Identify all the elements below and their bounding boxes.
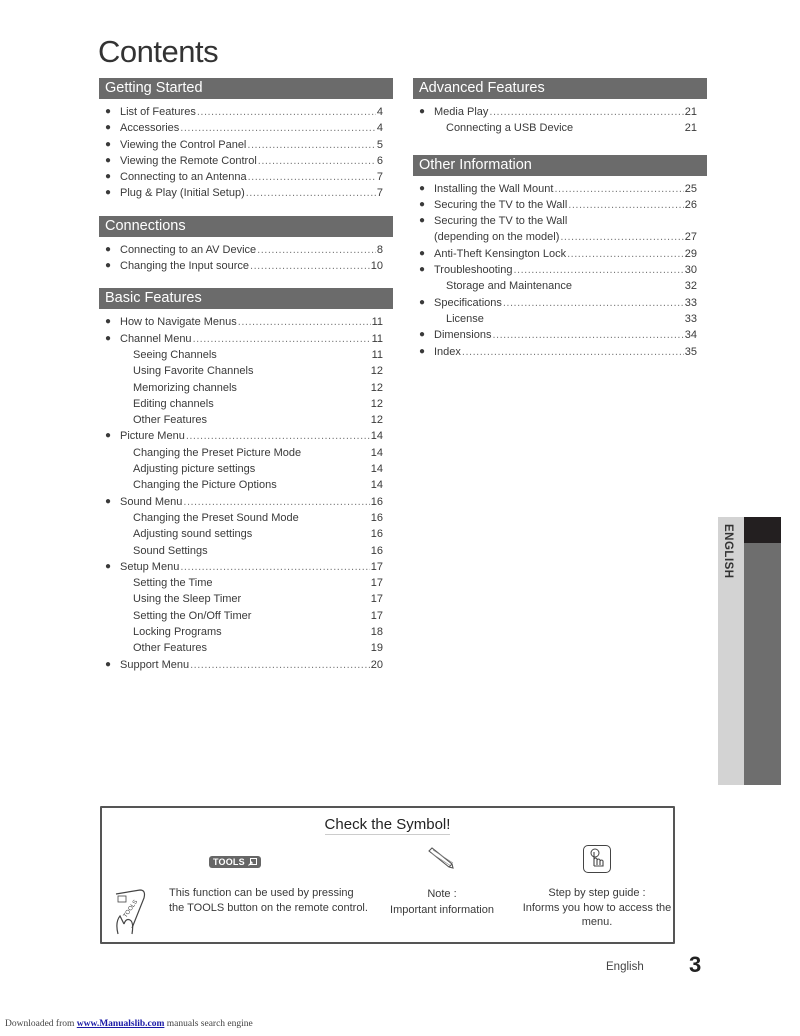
- entry-label: Setup Menu: [120, 560, 180, 573]
- section-getting-started: [99, 78, 393, 202]
- toc-subentry[interactable]: [99, 396, 393, 412]
- entry-label: Using Favorite Channels: [133, 365, 254, 378]
- entry-label: Connecting to an Antenna: [120, 171, 247, 184]
- entry-page: 14: [370, 446, 383, 459]
- entry-page: 27: [684, 231, 697, 244]
- section-advanced-features: [413, 78, 707, 137]
- entry-label: Other Features: [133, 642, 207, 655]
- entry-label: Viewing the Control Panel: [120, 138, 247, 151]
- entry-label: Channel Menu: [120, 332, 192, 345]
- toc-subentry[interactable]: [99, 624, 393, 640]
- bullet-icon: ●: [105, 430, 112, 442]
- toc-subentry[interactable]: [99, 591, 393, 607]
- toc-entry[interactable]: [99, 120, 393, 136]
- guide-title: Step by step guide :: [548, 887, 646, 899]
- entry-page: 29: [684, 247, 697, 260]
- entry-page: 21: [684, 106, 697, 118]
- entry-page: 11: [371, 332, 383, 345]
- entry-label: Other Features: [133, 414, 207, 427]
- bullet-icon: ●: [105, 260, 112, 272]
- entry-page: 18: [370, 626, 383, 639]
- toc-entry[interactable]: [413, 295, 707, 311]
- toc-subentry[interactable]: [99, 543, 393, 559]
- leader-dots: [492, 327, 683, 343]
- entry-label: Picture Menu: [120, 430, 185, 443]
- entry-label: Connecting to an AV Device: [120, 243, 257, 256]
- page-number: 3: [689, 952, 702, 977]
- entry-page: 5: [376, 138, 383, 151]
- toc-entry[interactable]: [99, 185, 393, 201]
- toc-entry[interactable]: [413, 344, 707, 360]
- finger-press-icon: [583, 845, 611, 873]
- toc-subentry[interactable]: [99, 363, 393, 379]
- entry-page: 10: [370, 260, 383, 273]
- entry-page: 6: [376, 154, 383, 167]
- entry-page: 12: [370, 414, 383, 427]
- section-header: Advanced Features: [413, 78, 707, 99]
- note-title: Note :: [427, 888, 457, 900]
- entry-label: Changing the Preset Picture Mode: [133, 446, 302, 459]
- toc-entry[interactable]: [99, 153, 393, 169]
- leader-dots: [250, 258, 370, 274]
- entry-label: Setting the Time: [133, 577, 213, 590]
- entry-row-continued: [434, 229, 697, 245]
- entry-label: Securing the TV to the Wall: [434, 198, 568, 211]
- toc-entry[interactable]: [413, 197, 707, 213]
- entry-label: List of Features: [120, 106, 196, 118]
- entry-page: 4: [376, 122, 383, 135]
- language-tab-marker: [744, 517, 781, 543]
- tools-menu-icon: [248, 858, 257, 866]
- toc-entry[interactable]: [99, 494, 393, 510]
- bullet-icon: ●: [419, 247, 426, 259]
- svg-text:TOOLS: TOOLS: [122, 899, 140, 920]
- entry-page: 12: [370, 397, 383, 410]
- toc-entry[interactable]: [99, 258, 393, 274]
- entry-label: Setting the On/Off Timer: [133, 609, 252, 622]
- entry-label: Accessories: [120, 122, 180, 135]
- finger-press-glyph: [584, 846, 609, 871]
- bullet-icon: ●: [105, 658, 112, 670]
- entry-page: 7: [376, 187, 383, 200]
- toc-entry[interactable]: [99, 331, 393, 347]
- toc-left-column: [99, 78, 393, 687]
- tools-badge-label: TOOLS: [213, 857, 245, 867]
- entry-page: 14: [370, 463, 383, 476]
- toc-entry[interactable]: [99, 169, 393, 185]
- bullet-icon: ●: [419, 329, 426, 341]
- toc-entry[interactable]: [99, 104, 393, 120]
- leader-dots: [183, 494, 369, 510]
- leader-dots: [180, 120, 376, 136]
- toc-entry[interactable]: [99, 559, 393, 575]
- toc-subentry[interactable]: [99, 526, 393, 542]
- entry-label: Specifications: [434, 296, 502, 309]
- leader-dots: [257, 242, 376, 258]
- section-header: Basic Features: [99, 288, 393, 309]
- bullet-icon: ●: [105, 243, 112, 255]
- toc-subentry[interactable]: [99, 640, 393, 656]
- leader-dots: [193, 331, 371, 347]
- leader-dots: [238, 314, 371, 330]
- bullet-icon: ●: [105, 316, 112, 328]
- page-title: Contents: [98, 34, 219, 69]
- entry-page: 14: [370, 430, 383, 443]
- entry-label: Adjusting picture settings: [133, 463, 256, 476]
- bullet-icon: ●: [419, 106, 426, 117]
- entry-page: 17: [370, 560, 383, 573]
- leader-dots: [248, 169, 376, 185]
- leader-dots: [567, 246, 684, 262]
- entry-label: Changing the Input source: [120, 260, 250, 273]
- remote-hand-icon: [112, 888, 152, 938]
- bullet-icon: ●: [105, 187, 112, 199]
- download-note: [5, 1019, 253, 1029]
- entry-page: 32: [684, 280, 697, 293]
- entry-label: Adjusting sound settings: [133, 528, 253, 541]
- guide-text: Informs you how to access the menu.: [522, 901, 672, 928]
- toc-subentry[interactable]: [413, 311, 707, 327]
- tools-badge: [209, 856, 261, 868]
- guide-description: [522, 886, 672, 930]
- entry-label: Using the Sleep Timer: [133, 593, 242, 606]
- toc-entry[interactable]: [413, 181, 707, 197]
- bullet-icon: ●: [419, 198, 426, 210]
- toc-right-column: [413, 78, 707, 374]
- entry-page: 33: [684, 296, 697, 309]
- leader-dots: [186, 428, 370, 444]
- entry-page: 4: [376, 106, 383, 118]
- leader-dots: [190, 657, 370, 673]
- toc-entry[interactable]: [413, 213, 707, 246]
- bullet-icon: ●: [105, 560, 112, 572]
- entry-label-continued: (depending on the model): [434, 231, 560, 244]
- entry-label: Plug & Play (Initial Setup): [120, 187, 245, 200]
- entry-page: 25: [684, 182, 697, 195]
- section-header: Getting Started: [99, 78, 393, 99]
- leader-dots: [247, 137, 375, 153]
- leader-dots: [513, 262, 683, 278]
- toc-subentry[interactable]: [99, 510, 393, 526]
- toc-subentry[interactable]: [99, 445, 393, 461]
- leader-dots: [489, 104, 683, 120]
- entry-label: Storage and Maintenance: [446, 280, 572, 293]
- entry-page: 7: [376, 171, 383, 184]
- entry-page: 16: [370, 495, 383, 508]
- toc-entry[interactable]: [413, 327, 707, 343]
- footer-language: English: [606, 961, 644, 973]
- note-description: [372, 886, 512, 918]
- toc-subentry[interactable]: [99, 380, 393, 396]
- leader-dots: [246, 185, 376, 201]
- entry-page: 17: [370, 609, 383, 622]
- entry-page: 16: [370, 528, 383, 541]
- leader-dots: [568, 197, 683, 213]
- entry-page: 8: [376, 243, 383, 256]
- bullet-icon: ●: [419, 264, 426, 276]
- entry-label: Sound Menu: [120, 495, 183, 508]
- entry-label: Locking Programs: [133, 626, 222, 639]
- toc-entry[interactable]: [99, 657, 393, 673]
- entry-page: 14: [370, 479, 383, 492]
- toc-subentry[interactable]: [99, 347, 393, 363]
- bullet-icon: ●: [105, 495, 112, 507]
- entry-label: License: [446, 312, 484, 325]
- bullet-icon: ●: [105, 171, 112, 183]
- entry-page: 21: [684, 122, 697, 135]
- entry-page: 33: [684, 312, 697, 325]
- entry-label: Support Menu: [120, 658, 190, 671]
- entry-label: Changing the Preset Sound Mode: [133, 511, 299, 524]
- entry-page: 19: [370, 642, 383, 655]
- section-connections: [99, 216, 393, 275]
- bullet-icon: ●: [105, 332, 112, 344]
- entry-page: 20: [370, 658, 383, 671]
- toc-entry[interactable]: [99, 242, 393, 258]
- toc-entry[interactable]: [413, 104, 707, 120]
- leader-dots: [503, 295, 684, 311]
- toc-subentry[interactable]: [99, 608, 393, 624]
- leader-dots: [197, 104, 376, 120]
- leader-dots: [560, 229, 683, 245]
- leader-dots: [180, 559, 369, 575]
- bullet-icon: ●: [419, 182, 426, 194]
- bullet-icon: ●: [419, 345, 426, 357]
- entry-label: Seeing Channels: [133, 348, 217, 361]
- entry-label: Connecting a USB Device: [446, 122, 574, 135]
- toc-subentry[interactable]: [413, 278, 707, 294]
- note-text: Important information: [390, 904, 494, 916]
- toc-subentry[interactable]: [99, 412, 393, 428]
- section-basic-features: [99, 288, 393, 673]
- toc-subentry[interactable]: [413, 120, 707, 136]
- bullet-icon: ●: [105, 106, 112, 117]
- leader-dots: [554, 181, 683, 197]
- entry-page: 35: [684, 345, 697, 358]
- bullet-icon: ●: [105, 138, 112, 150]
- entry-page: 34: [684, 329, 697, 342]
- pencil-icon: [426, 846, 456, 870]
- toc-subentry[interactable]: [99, 477, 393, 493]
- bullet-icon: ●: [419, 215, 426, 227]
- toc-entry[interactable]: [99, 428, 393, 444]
- section-header: Connections: [99, 216, 393, 237]
- symbol-box-title: [102, 816, 673, 833]
- entry-page: 12: [370, 365, 383, 378]
- manualslib-link[interactable]: www.Manualslib.com: [76, 1019, 165, 1029]
- entry-label: Viewing the Remote Control: [120, 154, 257, 167]
- entry-label: Installing the Wall Mount: [434, 182, 554, 195]
- toc-entry[interactable]: [413, 262, 707, 278]
- entry-page: 17: [370, 577, 383, 590]
- entry-label: Troubleshooting: [434, 264, 513, 277]
- entry-page: 16: [370, 511, 383, 524]
- section-header: Other Information: [413, 155, 707, 176]
- section-other-information: [413, 155, 707, 360]
- entry-label: Dimensions: [434, 329, 492, 342]
- entry-page: 26: [684, 198, 697, 211]
- leader-dots: [258, 153, 376, 169]
- entry-label: Sound Settings: [133, 544, 208, 557]
- entry-label: Index: [434, 345, 461, 358]
- toc-subentry[interactable]: [99, 461, 393, 477]
- download-note-prefix: Downloaded from: [5, 1019, 75, 1029]
- entry-label: Editing channels: [133, 397, 214, 410]
- entry-label: Memorizing channels: [133, 381, 237, 394]
- toc-subentry[interactable]: [99, 575, 393, 591]
- bullet-icon: ●: [419, 296, 426, 308]
- leader-dots: [462, 344, 684, 360]
- language-tab-label: ENGLISH: [722, 524, 734, 579]
- toc-entry[interactable]: [99, 137, 393, 153]
- entry-label: Media Play: [434, 106, 489, 118]
- entry-page: 17: [370, 593, 383, 606]
- entry-page: 11: [371, 316, 383, 329]
- entry-label: How to Navigate Menus: [120, 316, 237, 329]
- entry-label: Changing the Picture Options: [133, 479, 277, 492]
- toc-entry[interactable]: [99, 314, 393, 330]
- toc-entry[interactable]: [413, 246, 707, 262]
- bullet-icon: ●: [105, 122, 112, 134]
- tools-description: This function can be used by pressing the TOOLS button on the remote control.: [169, 887, 368, 914]
- entry-page: 12: [370, 381, 383, 394]
- entry-page: 16: [370, 544, 383, 557]
- symbol-box-title-text: Check the Symbol!: [324, 816, 451, 833]
- language-tab-bar: [744, 517, 781, 785]
- entry-label: Securing the TV to the Wall: [434, 215, 568, 228]
- bullet-icon: ●: [105, 154, 112, 166]
- entry-page: 30: [684, 264, 697, 277]
- download-note-suffix: manuals search engine: [166, 1019, 253, 1029]
- entry-page: 11: [371, 348, 383, 361]
- entry-label: Anti-Theft Kensington Lock: [434, 247, 567, 260]
- check-symbol-box: [100, 806, 675, 944]
